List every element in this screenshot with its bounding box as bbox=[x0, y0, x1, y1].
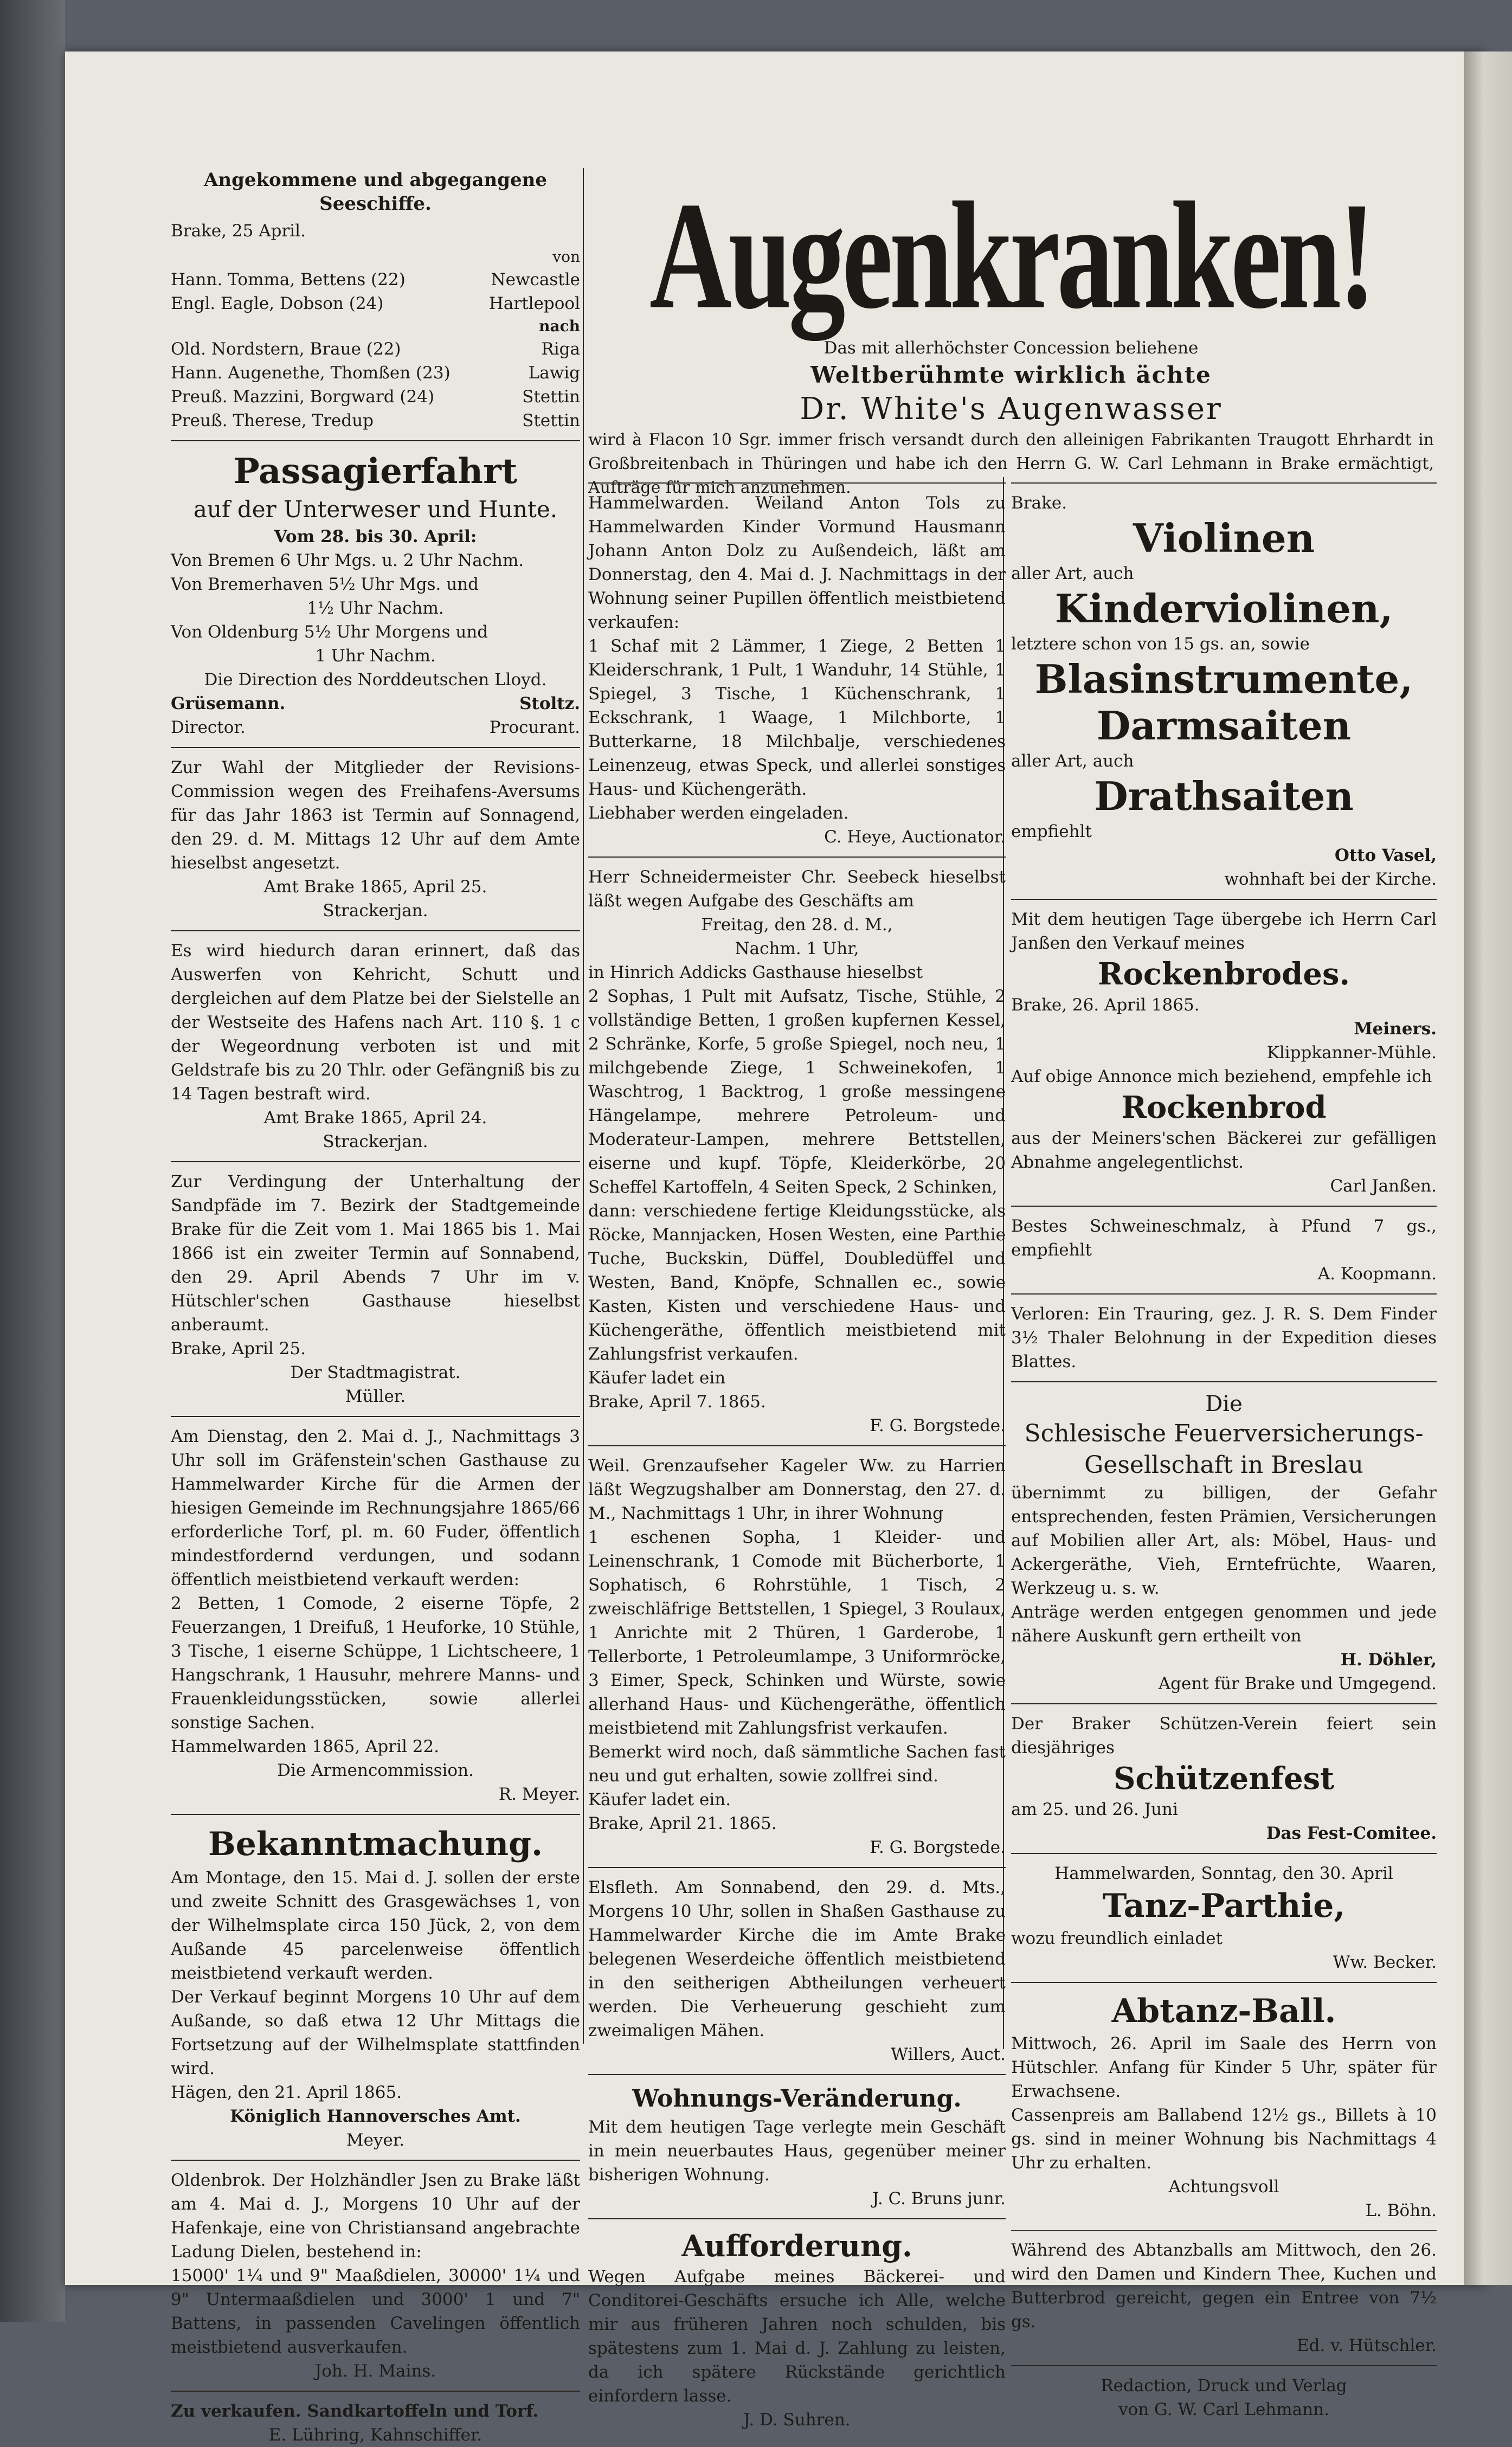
ships-dateline: Brake, 25 April. bbox=[171, 221, 306, 241]
column-left bbox=[171, 168, 580, 2447]
eye-ad-line: Das mit allerhöchster Concession beliehene bbox=[823, 338, 1199, 358]
imprint bbox=[1011, 2374, 1437, 2422]
separator bbox=[1011, 1293, 1437, 1295]
notice-body: Am Dienstag, den 2. Mai d. J., Nachmittags 3 Uhr soll im Gräfenstein'schen Gasthause zu Hammelwarder Kirche für die Armen der hiesigen Gemeinde im Rechnungsjahre 1865/66 erforderliche Torf, pl. m. 60 Fuder, öffentlich mindestfordernd verdungen, und sodann öffentlich meistbietend verkauft werden: bbox=[171, 1427, 580, 1589]
eye-ad-product: Dr. White's Augenwasser bbox=[800, 391, 1223, 427]
ad-headline: Drathsaiten bbox=[1094, 773, 1354, 819]
ad-headline: Schützenfest bbox=[1113, 1761, 1335, 1796]
notice-items: 1 Schaf mit 2 Lämmer, 1 Ziege, 2 Betten 1 Kleiderschrank, 1 Pult, 1 Wanduhr, 14 Stühle, 1 Spiegel, 3 Tische, 1 Küchenschrank, 1 Eckschrank, 1 Waage, 1 Milchborte, 1 Butterkarne, 18 Milchbalje, verschiedenes Leinenzeug, etwas Speck, und allerlei sonstiges Haus- und Küchengeräth. bbox=[588, 636, 1006, 799]
notice-items: 1 eschenen Sopha, 1 Kleider- und Leinenschrank, 1 Comode mit Bücherborte, 1 Sophatisch, 6 Rohrstühle, 1 Tisch, 2 zweischläfrige Bettstellen, 1 Spiegel, 3 Roulaux, 1 Anrichte mit 2 Thüren, 1 Garderobe, 1 Tellerborte, 1 Petroleumlampe, 3 Uniformröcke, 3 Eimer, Speck, Schinken und Würste, sowie allerhand Haus- und Küchengeräthe, öffentlich meistbietend mit Zahlungsfrist verkaufen. bbox=[588, 1528, 1006, 1738]
notice-signature: Die Armencommission. bbox=[277, 1761, 474, 1780]
notice-date: Brake, April 7. 1865. bbox=[588, 1392, 766, 1412]
relocation-notice bbox=[588, 2083, 1006, 2211]
notice-signature: H. Döhler, bbox=[1340, 1650, 1437, 1670]
notice-signature: Meyer. bbox=[346, 2130, 405, 2150]
ship-name: Hann. Augenethe, Thomßen (23) bbox=[171, 363, 451, 383]
elsfleth-notice bbox=[588, 1876, 1006, 2066]
notice-signature: Meiners. bbox=[1354, 1019, 1437, 1039]
notice-body: Der Verkauf beginnt Morgens 10 Uhr auf dem Außande, so daß etwa 12 Uhr Mittags die Fortsetzung auf der Wilhelmsplate stattfinden wird. bbox=[171, 1987, 580, 2078]
notice-signature: E. Lühring, Kahnschiffer. bbox=[268, 2425, 482, 2445]
passenger-subtitle: auf der Unterweser und Hunte. bbox=[193, 496, 558, 523]
ship-port: Stettin bbox=[522, 387, 580, 407]
notice-signature: F. G. Borgstede. bbox=[870, 1416, 1006, 1435]
notice-body: Hammelwarden, Sonntag, den 30. April bbox=[1054, 1864, 1393, 1883]
ship-row bbox=[171, 268, 580, 292]
ship-port: Hartlepool bbox=[488, 294, 580, 313]
separator bbox=[171, 930, 580, 931]
ship-row bbox=[171, 292, 580, 315]
notice-body: Während des Abtanzballs am Mittwoch, den 26. wird den Damen und Kindern Thee, Kuchen und Butterbrod gereicht, gegen ein Entree von 7½ gs. bbox=[1011, 2240, 1437, 2332]
ship-port: Stettin bbox=[522, 411, 580, 430]
notice-body: Der Braker Schützen-Verein feiert sein diesjähriges bbox=[1011, 1714, 1437, 1757]
ship-port: Newcastle bbox=[491, 270, 580, 289]
notice-body: wozu freundlich einladet bbox=[1011, 1929, 1223, 1948]
passenger-dates: Vom 28. bis 30. April: bbox=[274, 527, 477, 546]
imprint-line: Redaction, Druck und Verlag bbox=[1101, 2376, 1347, 2396]
notice-body: Wegen Aufgabe meines Bäckerei- und Conditorei-Geschäfts ersuche ich Alle, welche mir aus früheren Jahren noch schulden, bis spätestens zum 1. Mai d. J. Zahlung zu leisten, da ich spätere Rückstände gerichtlich einfordern lasse. bbox=[588, 2267, 1006, 2406]
separator bbox=[1011, 1982, 1437, 1983]
notice-body: Weil. Grenzaufseher Kageler Ww. zu Harrien läßt Wegzugshalber am Donnerstag, den 27. d. M., Nachmittags 1 Uhr, in ihrer Wohnung bbox=[588, 1456, 1006, 1523]
ad-headline: Kinderviolinen, bbox=[1054, 585, 1393, 632]
poor-commission-notice bbox=[171, 1425, 580, 1806]
fire-insurance-ad bbox=[1011, 1390, 1437, 1696]
ship-row bbox=[171, 409, 580, 433]
notice-signature: Müller. bbox=[345, 1387, 406, 1406]
eye-ad-body: wird à Flacon 10 Sgr. immer frisch versandt durch den alleinigen Fabrikanten Traugott Ehrhardt in Großbreitenbach in Thüringen und habe ich den Herrn G. W. Carl Lehmann in Brake ermächtigt, Aufträge für mich anzunehmen. bbox=[588, 430, 1434, 497]
tailor-auction bbox=[588, 865, 1006, 1438]
scanner-border bbox=[0, 0, 65, 2322]
separator bbox=[171, 2391, 580, 2392]
eye-ad-line: Weltberühmte wirklich ächte bbox=[810, 362, 1212, 388]
passenger-signatures bbox=[171, 692, 580, 716]
ships-title: Angekommene und abgegangene bbox=[203, 169, 548, 191]
separator bbox=[171, 440, 580, 441]
ad-line: letztere schon von 15 gs. an, sowie bbox=[1011, 634, 1310, 654]
lost-ring-notice bbox=[1011, 1302, 1437, 1374]
separator bbox=[588, 2218, 1006, 2219]
announcement-title: Bekanntmachung. bbox=[208, 1825, 543, 1863]
ad-line: aller Art, auch bbox=[1011, 751, 1134, 771]
notice-body: Am Montage, den 15. Mai d. J. sollen der erste und zweite Schnitt des Grasgewächses 1, von der Wilhelmsplate circa 150 Jück, 2, von dem Außande 45 parcelenweise öffentlich meistbietend verkauft werden. bbox=[171, 1868, 580, 1983]
ships-nach: nach bbox=[539, 317, 580, 335]
ad-headline: Rockenbrod bbox=[1121, 1090, 1327, 1125]
passenger-line: 1½ Uhr Nachm. bbox=[307, 598, 444, 618]
notice-body: Käufer ladet ein. bbox=[588, 1790, 731, 1810]
notice-signature: Klippkanner-Mühle. bbox=[1266, 1043, 1437, 1062]
notice-body: Oldenbrok. Der Holzhändler Jsen zu Brake läßt am 4. Mai d. J., Morgens 10 Uhr auf der Hafenkaje, eine von Christiansand angebrachte Ladung Dielen, bestehend in: bbox=[171, 2171, 580, 2262]
notice-signature: C. Heye, Auctionator. bbox=[824, 827, 1006, 847]
notice-body: Liebhaber werden eingeladen. bbox=[588, 803, 849, 823]
notice-signature: Willers, Auct. bbox=[891, 2045, 1006, 2064]
notice-body: in Hinrich Addicks Gasthause hieselbst bbox=[588, 963, 923, 982]
notice-date: Hägen, den 21. April 1865. bbox=[171, 2083, 402, 2102]
customs-widow-auction bbox=[588, 1454, 1006, 1859]
passenger-roles bbox=[171, 716, 580, 739]
notice-body: Auf obige Annonce mich beziehend, empfehle ich bbox=[1011, 1067, 1432, 1086]
notice-date: Brake, 26. April 1865. bbox=[1011, 995, 1200, 1015]
notice-signature: Carl Janßen. bbox=[1330, 1176, 1437, 1196]
violin-ad bbox=[1011, 491, 1437, 891]
separator bbox=[171, 2160, 580, 2161]
demand-title: Aufforderung. bbox=[681, 2229, 912, 2263]
separator bbox=[588, 1445, 1006, 1446]
notice-items: 2 Betten, 1 Comode, 2 eiserne Töpfe, 2 Feuerzangen, 1 Dreifuß, 1 Heuforke, 10 Stühle, 3 Tische, 1 eiserne Schüppe, 1 Lichtscheere, 1 Hangschrank, 1 Hausuhr, mehrere Manns- und Frauenkleidungsstücken, sowie allerlei sonstige Sachen. bbox=[171, 1594, 580, 1733]
notice-signature: F. G. Borgstede. bbox=[870, 1838, 1006, 1857]
ship-port: Riga bbox=[541, 339, 580, 359]
separator bbox=[171, 1161, 580, 1162]
ships-notice bbox=[171, 168, 580, 433]
notice-body: Herr Schneidermeister Chr. Seebeck hieselbst läßt wegen Aufgabe des Geschäfts am bbox=[588, 867, 1006, 911]
notice-body: Käufer ladet ein bbox=[588, 1368, 726, 1388]
signature: Grüsemann. bbox=[171, 694, 286, 713]
ad-line: aller Art, auch bbox=[1011, 564, 1134, 583]
separator bbox=[1011, 482, 1437, 484]
passenger-direction: Die Direction des Norddeutschen Lloyd. bbox=[204, 670, 547, 690]
notice-body: Anträge werden entgegen genommen und jede nähere Auskunft gern ertheilt von bbox=[1011, 1602, 1437, 1646]
separator bbox=[1011, 1853, 1437, 1854]
ad-headline: Violinen bbox=[1133, 515, 1315, 561]
passenger-line: Von Bremerhaven 5½ Uhr Mgs. und bbox=[171, 575, 479, 594]
separator bbox=[171, 747, 580, 748]
column-divider bbox=[583, 168, 584, 2044]
notice-body: Mit dem heutigen Tage übergebe ich Herrn Carl Janßen den Verkauf meines bbox=[1011, 910, 1437, 953]
notice-date: Nachm. 1 Uhr, bbox=[735, 939, 859, 958]
passenger-line: Von Bremen 6 Uhr Mgs. u. 2 Uhr Nachm. bbox=[171, 551, 524, 570]
notice-body: Zu verkaufen. Sandkartoffeln und Torf. bbox=[171, 2401, 539, 2421]
column-right bbox=[1011, 482, 1437, 2422]
ad-headline: Die bbox=[1205, 1392, 1243, 1416]
lard-ad bbox=[1011, 1214, 1437, 1286]
ball-ad bbox=[1011, 1991, 1437, 2358]
notice-signature: Strackerjan. bbox=[323, 1132, 428, 1151]
separator bbox=[1011, 899, 1437, 900]
shooting-festival-ad bbox=[1011, 1712, 1437, 1845]
signature: Stoltz. bbox=[519, 694, 580, 713]
separator bbox=[1011, 1381, 1437, 1382]
column-middle bbox=[588, 482, 1006, 2432]
ship-row bbox=[171, 385, 580, 409]
passenger-title: Passagierfahrt bbox=[233, 451, 518, 492]
notice-body: Mittwoch, 26. April im Saale des Herrn von Hütschler. Anfang für Kinder 5 Uhr, später für Erwachsene. bbox=[1011, 2034, 1437, 2101]
ship-name: Preuß. Therese, Tredup bbox=[171, 411, 374, 430]
notice-signature: L. Böhn. bbox=[1365, 2201, 1437, 2220]
ad-headline: Rockenbrodes. bbox=[1098, 956, 1350, 992]
notice-signature: Agent für Brake und Umgegend. bbox=[1158, 1674, 1437, 1693]
ad-line: empfiehlt bbox=[1011, 822, 1092, 841]
ad-headline: Abtanz-Ball. bbox=[1111, 1992, 1336, 2030]
ship-name: Preuß. Mazzini, Borgward (24) bbox=[171, 387, 435, 407]
ad-headline: Blasinstrumente, bbox=[1034, 656, 1413, 702]
notice-signature: J. D. Suhren. bbox=[743, 2410, 851, 2430]
separator bbox=[171, 1814, 580, 1815]
ship-row bbox=[171, 337, 580, 361]
rye-bread-notice bbox=[1011, 907, 1437, 1198]
notice-date: am 25. und 26. Juni bbox=[1011, 1800, 1178, 1819]
notice-date: Amt Brake 1865, April 25. bbox=[263, 877, 487, 897]
separator bbox=[588, 2074, 1006, 2075]
ad-headline: Gesellschaft in Breslau bbox=[1084, 1451, 1363, 1479]
notice-items: dann: verschiedene fertige Kleidungsstücke, als Röcke, Mannjacken, Hosen Westen, eine Parthie Tuche, Buckskin, Düffel, Doubledüffel und Westen, Band, Knöpfe, Schnallen ec., sowie Kasten, Kisten und verschiedene Haus- und Küchengeräthe, öffentlich meistbietend mit Zahlungsfrist verkaufen. bbox=[588, 1201, 1006, 1364]
notice-signature: Ed. v. Hütschler. bbox=[1297, 2336, 1437, 2355]
imprint-line: von G. W. Carl Lehmann. bbox=[1118, 2400, 1329, 2419]
notice-signature: Joh. H. Mains. bbox=[314, 2361, 436, 2381]
timber-notice bbox=[171, 2168, 580, 2383]
notice-body: Es wird hiedurch daran erinnert, daß das Auswerfen von Kehricht, Schutt und dergleichen auf dem Platze bei der Sielstelle an der Westseite des Hafens nach Art. 110 §. 1 c der Wegeordnung verboten ist und mit Geldstrafe bis zu 20 Thlr. oder Gefängniß bis zu 14 Tagen bestraft wird. bbox=[171, 941, 580, 1104]
notice-signature: J. C. Bruns junr. bbox=[872, 2189, 1006, 2208]
ad-signature: wohnhaft bei der Kirche. bbox=[1224, 870, 1437, 889]
ship-row bbox=[171, 361, 580, 385]
notice-body: Mit dem heutigen Tage verlegte mein Geschäft in mein neuerbautes Haus, gegenüber meiner bisherigen Wohnung. bbox=[588, 2117, 1006, 2185]
dance-ad bbox=[1011, 1862, 1437, 1974]
refuse-notice bbox=[171, 939, 580, 1154]
ad-headline: Schlesische Feuerversicherungs- bbox=[1024, 1420, 1424, 1447]
ship-name: Hann. Tomma, Bettens (22) bbox=[171, 270, 406, 289]
eye-water-ad bbox=[588, 168, 1434, 500]
passenger-notice bbox=[171, 449, 580, 739]
notice-body: Bemerkt wird noch, daß sämmtliche Sachen fast neu und gut erhalten, sowie zollfrei sind. bbox=[588, 1742, 1006, 1786]
ad-headline: Darmsaiten bbox=[1096, 703, 1352, 749]
notice-date: Hammelwarden 1865, April 22. bbox=[171, 1737, 440, 1756]
notice-signature: R. Meyer. bbox=[498, 1785, 580, 1804]
notice-signature: Der Stadtmagistrat. bbox=[290, 1363, 461, 1382]
notice-signature: Das Fest-Comitee. bbox=[1266, 1824, 1437, 1843]
separator bbox=[1011, 1206, 1437, 1207]
ad-signature: Otto Vasel, bbox=[1334, 846, 1437, 865]
hammelwarden-auction bbox=[588, 491, 1006, 849]
separator bbox=[588, 1867, 1006, 1868]
separator bbox=[171, 1416, 580, 1417]
ships-von: von bbox=[552, 248, 580, 266]
separator bbox=[1011, 1703, 1437, 1704]
notice-body: Cassenpreis am Ballabend 12½ gs., Billets à 10 gs. sind in meiner Wohnung bis Nachmittags 4 Uhr zu erhalten. bbox=[1011, 2105, 1437, 2173]
separator bbox=[588, 857, 1006, 858]
notice-items: 15000' 1¼ und 9" Maaßdielen, 30000' 1¼ und 9" Untermaaßdielen und 3000' 1 und 7" Battens, in passenden Cavelingen öffentlich meistbietend ausverkaufen. bbox=[171, 2266, 580, 2357]
sale-notice bbox=[171, 2399, 580, 2447]
notice-signature: Königlich Hannoversches Amt. bbox=[230, 2107, 521, 2126]
notice-body: Bestes Schweineschmalz, à Pfund 7 gs., empfiehlt bbox=[1011, 1216, 1437, 1260]
ships-title-2: Seeschiffe. bbox=[319, 193, 432, 215]
notice-date: Amt Brake 1865, April 24. bbox=[263, 1108, 487, 1128]
ship-name: Engl. Eagle, Dobson (24) bbox=[171, 294, 384, 313]
notice-items: 2 Sophas, 1 Pult mit Aufsatz, Tische, Stühle, 2 vollständige Betten, 1 großen kupfernen Kessel, 2 Schränke, Korfe, 5 große Spiegel, noch neu, 1 milchgebende Ziege, 1 Schweinekofen, 1 Waschtrog, 1 Backtrog, 1 große messingene Hängelampe, mehrere Petroleum- und Moderateur-Lampen, mehrere Bettstellen, eiserne und kupf. Töpfe, Kleiderkörbe, 20 Scheffel Kartoffeln, 4 Seiten Speck, 2 Schinken, bbox=[588, 987, 1006, 1197]
notice-body: Zur Verdingung der Unterhaltung der Sandpfäde im 7. Bezirk der Stadtgemeinde Brake für die Zeit vom 1. Mai 1865 bis 1. Mai 1866 ist ein zweiter Termin auf Sonnabend, den 29. April Abends 7 Uhr im v. Hütschler'schen Gasthause hieselbst anberaumt. bbox=[171, 1172, 580, 1335]
notice-body: Hammelwarden. Weiland Anton Tols zu Hammelwarden Kinder Vormund Hausmann Johann Anton Dolz zu Außendeich, läßt am Donnerstag, den 4. Mai d. J. Nachmittags in der Wohnung seiner Pupillen öffentlich meistbietend verkaufen: bbox=[588, 493, 1006, 632]
notice-body: Zur Wahl der Mitglieder der Revisions-Commission wegen des Freihafens-Aversums für das Jahr 1863 ist Termin auf Sonnagend, den 29. d. M. Mittags 12 Uhr auf dem Amte hieselbst angesetzt. bbox=[171, 758, 580, 873]
role: Procurant. bbox=[489, 718, 580, 737]
notice-body: Achtungsvoll bbox=[1168, 2177, 1279, 2197]
separator bbox=[1011, 2230, 1437, 2231]
ad-place: Brake. bbox=[1011, 493, 1067, 513]
eye-ad-headline: Augenkranken! bbox=[649, 171, 1373, 341]
separator bbox=[588, 482, 1006, 484]
notice-body: Elsfleth. Am Sonnabend, den 29. d. Mts., Morgens 10 Uhr, sollen in Shaßen Gasthause zu Hammelwarder Kirche die im Amte Brake belegenen Weserdeiche öffentlich meistbietend in den seitherigen Abtheilungen verheuert werden. Die Verheuerung geschieht zum zweimaligen Mähen. bbox=[588, 1878, 1006, 2040]
relocation-title: Wohnungs-Veränderung. bbox=[632, 2085, 962, 2113]
notice-signature: Strackerjan. bbox=[323, 901, 428, 920]
announcement-notice bbox=[171, 1823, 580, 2152]
ad-headline: Tanz-Parthie, bbox=[1102, 1887, 1346, 1925]
next-page-edge bbox=[1464, 51, 1512, 2285]
ship-port: Lawig bbox=[528, 363, 580, 383]
election-notice bbox=[171, 756, 580, 923]
notice-signature: Ww. Becker. bbox=[1333, 1953, 1437, 1972]
notice-date: Brake, April 21. 1865. bbox=[588, 1814, 777, 1833]
role: Director. bbox=[171, 718, 246, 737]
notice-date: Freitag, den 28. d. M., bbox=[701, 915, 893, 935]
notice-signature: A. Koopmann. bbox=[1317, 1264, 1437, 1284]
notice-date: Brake, April 25. bbox=[171, 1339, 306, 1358]
separator bbox=[1011, 2365, 1437, 2366]
demand-notice bbox=[588, 2227, 1006, 2432]
notice-body: übernimmt zu billigen, der Gefahr entsprechenden, festen Prämien, Versicherungen auf Mobilien aller Art, als: Möbel, Haus- und Ackergeräthe, Vieh, Erntefrüchte, Waaren, Werkzeug u. s. w. bbox=[1011, 1483, 1437, 1598]
ship-name: Old. Nordstern, Braue (22) bbox=[171, 339, 401, 359]
sandpath-notice bbox=[171, 1170, 580, 1408]
passenger-line: Von Oldenburg 5½ Uhr Morgens und bbox=[171, 622, 488, 642]
notice-body: Verloren: Ein Trauring, gez. J. R. S. Dem Finder 3½ Thaler Belohnung in der Expedition dieses Blattes. bbox=[1011, 1304, 1437, 1371]
notice-body: aus der Meiners'schen Bäckerei zur gefälligen Abnahme angelegentlichst. bbox=[1011, 1129, 1437, 1172]
passenger-line: 1 Uhr Nachm. bbox=[315, 646, 436, 666]
